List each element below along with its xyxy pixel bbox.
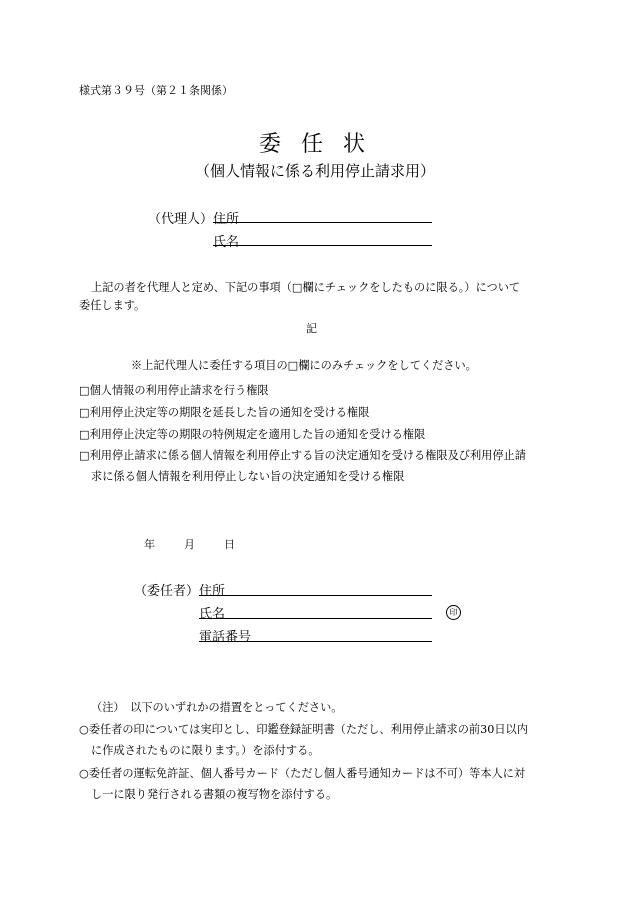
- item-decision-notice-cont: 求に係る個人情報を利用停止しない旨の決定通知を受ける権限: [91, 470, 405, 483]
- agent-name-line[interactable]: [213, 245, 432, 246]
- item-special-provision-notice[interactable]: □利用停止決定等の期限の特例規定を適用した旨の通知を受ける権限: [79, 428, 426, 441]
- notes-header: （注） 以下のいずれかの措置をとってください。: [91, 701, 343, 714]
- principal-name-line[interactable]: [199, 618, 432, 619]
- principal-address-line[interactable]: [199, 595, 432, 596]
- intro-line-2: 委任します。: [79, 299, 146, 312]
- date-day: 日: [224, 538, 235, 551]
- agent-name-label: 氏名: [213, 235, 240, 250]
- note-line-4: し一に限り発行される書類の複写物を添付する。: [91, 788, 338, 801]
- agent-address-label: 住所: [213, 212, 240, 227]
- page-subtitle: （個人情報に係る利用停止請求用）: [194, 162, 435, 180]
- principal-role-label: （委任者）: [134, 584, 200, 599]
- item-decision-notice[interactable]: □利用停止請求に係る個人情報を利用停止する旨の決定通知を受ける権限及び利用停止請: [79, 449, 526, 462]
- agent-address-line[interactable]: [213, 222, 432, 223]
- note-line-3: ○委任者の運転免許証、個人番号カード（ただし個人番号通知カードは不可）等本人に対: [79, 767, 526, 780]
- principal-phone-line[interactable]: [199, 641, 432, 642]
- principal-address-label: 住所: [199, 584, 226, 599]
- principal-name-label: 氏名: [199, 607, 226, 622]
- seal-mark: 印: [446, 605, 461, 620]
- ki-label: 記: [306, 322, 317, 335]
- intro-line-1: 上記の者を代理人と定め、下記の事項（□欄にチェックをしたものに限る。）について: [91, 281, 521, 294]
- form-number: 様式第３９号（第２１条関係）: [79, 84, 233, 97]
- note-line-2: に作成されたものに限ります。）を添付する。: [91, 744, 320, 757]
- note-line-1: ○委任者の印については実印とし、印鑑登録証明書（ただし、利用停止請求の前30日以内: [79, 723, 528, 736]
- agent-role-label: （代理人）: [148, 212, 214, 227]
- item-request-right[interactable]: □個人情報の利用停止請求を行う権限: [79, 384, 269, 397]
- date-month: 月: [184, 538, 195, 551]
- page-title: 委任状: [258, 132, 385, 157]
- principal-phone-label: 電話番号: [199, 630, 252, 645]
- date-year: 年: [144, 538, 155, 551]
- check-instruction: ※上記代理人に委任する項目の□欄にのみチェックをしてください。: [131, 359, 477, 372]
- item-extension-notice[interactable]: □利用停止決定等の期限を延長した旨の通知を受ける権限: [79, 406, 370, 419]
